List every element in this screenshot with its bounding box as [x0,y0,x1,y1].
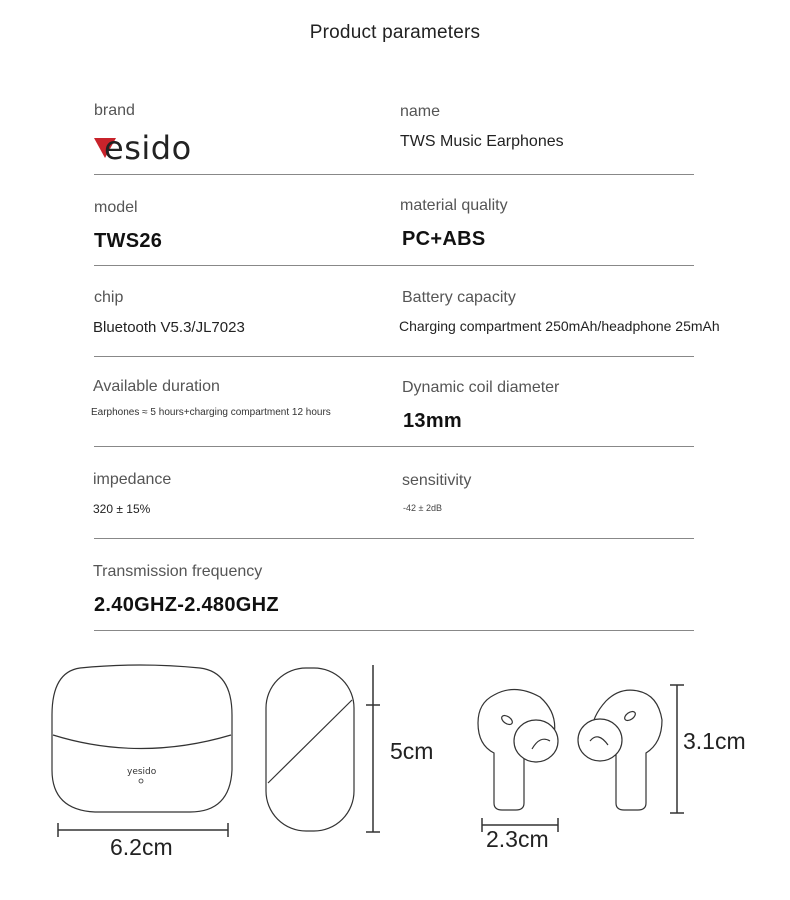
case-logo-text: yesido [127,767,157,777]
frequency-label: Transmission frequency [93,563,263,580]
model-label: model [94,199,138,216]
duration-value: Earphones ≈ 5 hours+charging compartment 12 hours [91,407,331,418]
charging-case-front-illustration [40,660,250,860]
frequency-value: 2.40GHZ-2.480GHZ [94,594,279,616]
divider [94,174,694,175]
name-label: name [400,103,441,120]
impedance-value: 320 ± 15% [93,502,151,516]
divider [94,265,694,266]
chip-value: Bluetooth V5.3/JL7023 [93,319,245,336]
battery-label: Battery capacity [402,289,516,306]
brand-label: brand [94,102,135,119]
battery-value: Charging compartment 250mAh/headphone 25mAh [399,318,720,334]
divider [94,630,694,631]
chip-label: chip [94,289,124,306]
coil-value: 13mm [403,410,463,432]
duration-label: Available duration [93,378,220,395]
earbuds-illustration [470,675,690,840]
model-value: TWS26 [94,230,163,252]
divider [94,538,694,539]
page-title: Product parameters [309,22,481,43]
coil-label: Dynamic coil diameter [402,379,560,396]
divider [94,356,694,357]
case-height-label: 5cm [390,738,434,764]
sensitivity-value: -42 ± 2dB [403,503,442,513]
divider [94,446,694,447]
bud-height-label: 3.1cm [683,728,746,754]
name-value: TWS Music Earphones [400,133,564,150]
yesido-logo [94,130,224,166]
charging-case-side-illustration [258,660,388,840]
bud-width-label: 2.3cm [486,826,549,852]
material-value: PC+ABS [402,228,486,250]
material-label: material quality [400,197,508,214]
sensitivity-label: sensitivity [402,472,472,489]
impedance-label: impedance [93,471,172,488]
svg-text:esido: esido [104,130,192,166]
case-width-label: 6.2cm [110,834,173,860]
